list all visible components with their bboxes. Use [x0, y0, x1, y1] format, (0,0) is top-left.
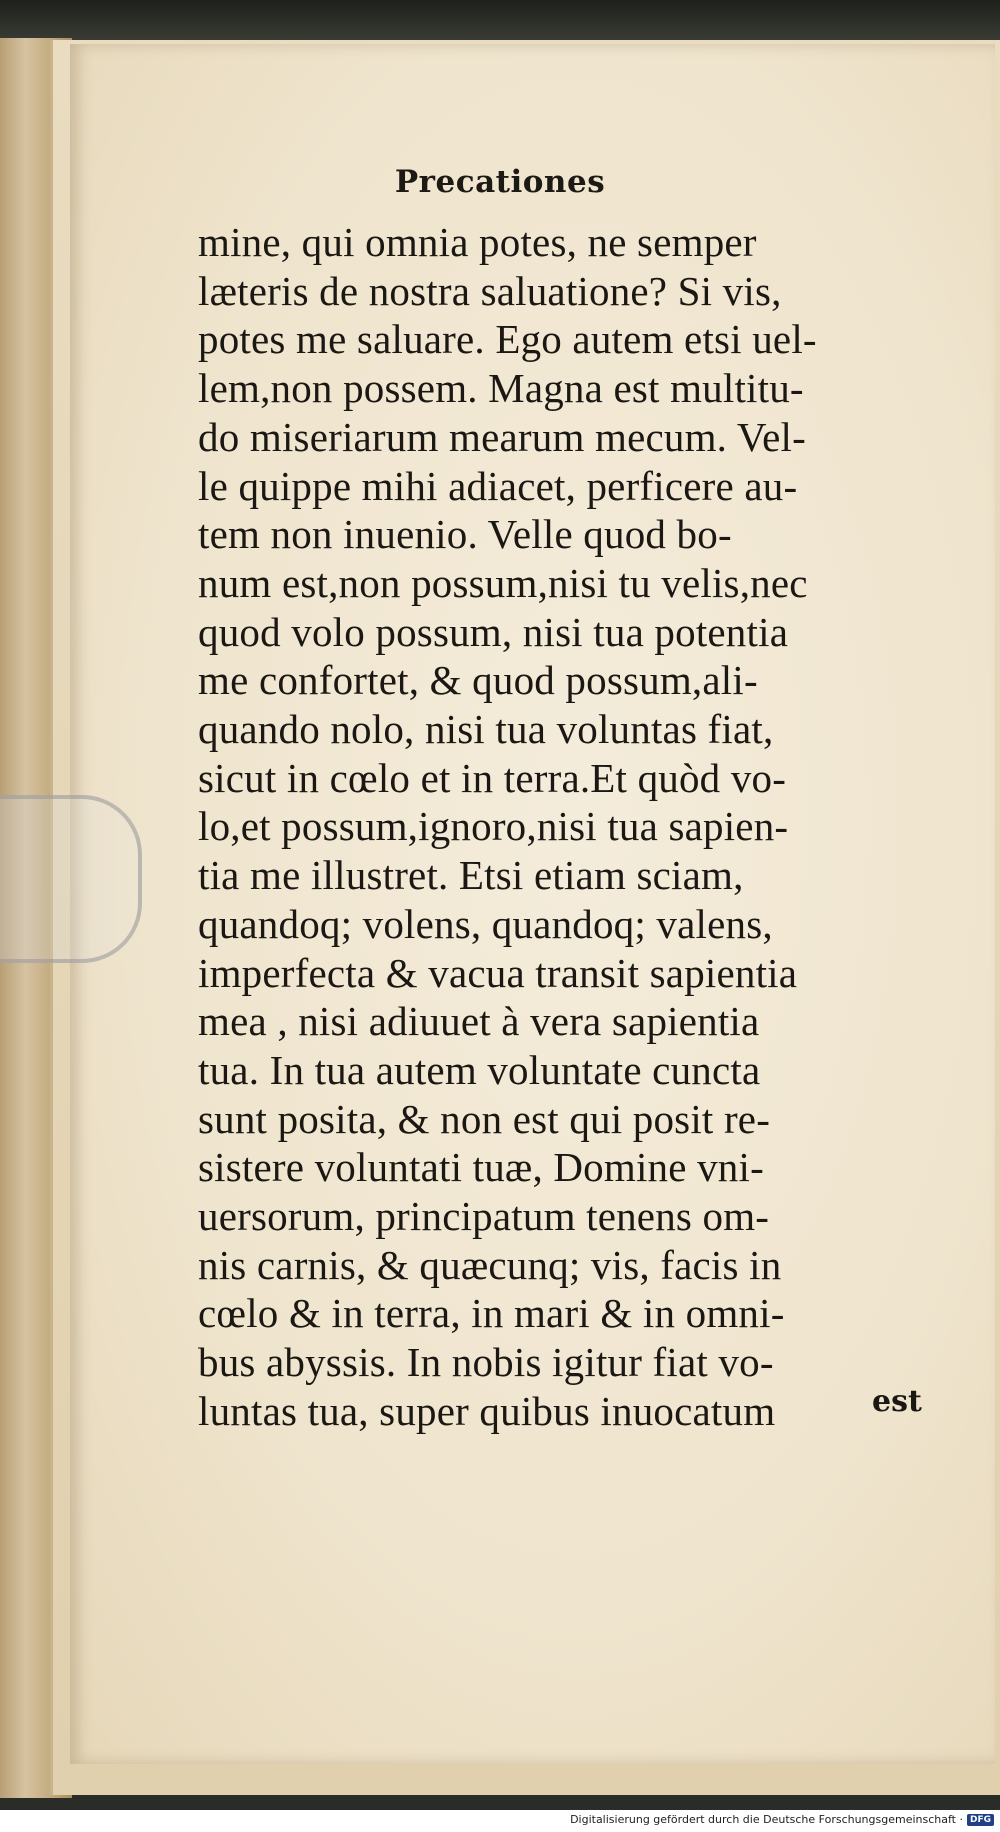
credit-text: Digitalisierung gefördert durch die Deutsche Forschungsgemeinschaft ·	[570, 1813, 963, 1826]
text-line: do miseriarum mearum mecum. Vel-	[198, 413, 806, 460]
text-line: sistere voluntati tuæ, Domine vni-	[198, 1144, 764, 1191]
text-line: mea , nisi adiuuet à vera sapientia	[198, 998, 760, 1045]
text-line: quod volo possum, nisi tua potentia	[198, 608, 789, 655]
catchword: est	[872, 1384, 922, 1419]
page-clip	[0, 795, 142, 963]
text-line: cœlo & in terra, in mari & in omni-	[198, 1290, 785, 1337]
dfg-logo-icon: DFG	[967, 1814, 994, 1826]
text-line: potes me saluare. Ego autem etsi uel-	[198, 316, 817, 363]
text-line: nis carnis, & quæcunq; vis, facis in	[198, 1241, 782, 1288]
text-line: luntas tua, super quibus inuocatum	[198, 1387, 776, 1434]
text-line: sunt posita, & non est qui posit re-	[198, 1095, 771, 1142]
text-line: bus abyssis. In nobis igitur fiat vo-	[198, 1339, 774, 1386]
text-line: tia me illustret. Etsi etiam sciam,	[198, 852, 744, 899]
text-line: tem non inuenio. Velle quod bo-	[198, 511, 732, 558]
text-line: læteris de nostra saluatione? Si vis,	[198, 267, 782, 314]
text-line: quando nolo, nisi tua voluntas fiat,	[198, 706, 774, 753]
text-line: num est,non possum,nisi tu velis,nec	[198, 559, 808, 606]
text-line: le quippe mihi adiacet, perficere au-	[198, 462, 798, 509]
scan-background-top	[0, 0, 1000, 42]
text-line: me confortet, & quod possum,ali-	[198, 657, 758, 704]
text-line: uersorum, principatum tenens om-	[198, 1193, 770, 1240]
digitization-credit	[570, 1813, 994, 1826]
page-body	[198, 218, 968, 1436]
text-line: sicut in cœlo et in terra.Et quòd vo-	[198, 754, 787, 801]
text-line: lem,non possem. Magna est multitu-	[198, 365, 804, 412]
text-line: mine, qui omnia potes, ne semper	[198, 219, 757, 265]
text-line: quandoq; volens, quandoq; valens,	[198, 900, 773, 947]
text-line: imperfecta & vacua transit sapientia	[198, 949, 798, 996]
running-head: Precationes	[394, 164, 606, 200]
text-line: lo,et possum,ignoro,nisi tua sapien-	[198, 803, 789, 850]
text-line: tua. In tua autem voluntate cuncta	[198, 1046, 761, 1093]
